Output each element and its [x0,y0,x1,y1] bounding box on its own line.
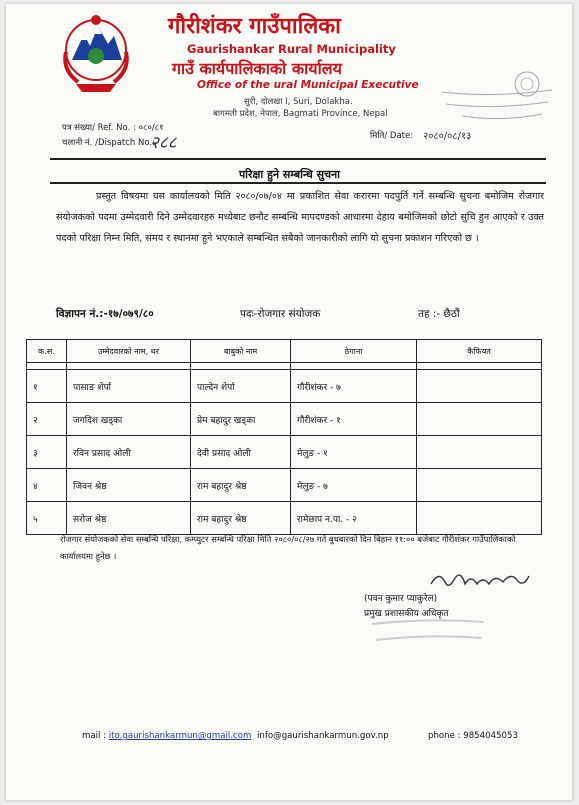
subject-divider [50,182,546,184]
col-header-father: बाबुको नाम [191,340,291,363]
dispatch-number: २८८ [150,133,177,153]
candidate-table [26,339,542,535]
signatory-name: (पवन कुमार प्याकुरेल) [364,594,438,604]
office-stamp-icon [432,64,562,134]
contact-phone: phone : 9854045053 [428,731,518,741]
row-name: सरोज श्रेष्ठ [67,502,191,535]
contact-email[interactable]: info@gaurishankarmun.gov.np [257,731,389,741]
address-line-2: बागमती प्रदेश, नेपाल, Bagmati Province, Nepal [213,109,388,119]
row-address: गौरीशंकर - ७ [291,370,417,403]
row-address: रामेछाप न.पा. - २ [291,502,417,535]
row-father: राम बहादुर श्रेष्ठ [191,502,291,535]
dispatch-label: चलानी नं. /Dispatch No.:- [62,138,159,148]
table-row [27,502,542,535]
header-divider [50,158,546,160]
exam-schedule-note: रोजगार संयोजकको सेवा सम्बन्धि परिक्षा, कम्प्युटर सम्बन्धि परिक्षा मिति २०८०/०८/२७ गते बुधबारको दिन बिहान ११:०० बजेबाट गौरीशंकर गाउँपालिकाको कार्यालयमा हुनेछ । [60,534,516,561]
table-row [27,436,542,469]
office-name-english: Office of the ural Municipal Executive [197,79,419,91]
office-name-nepali: गाउँ कार्यपालिकाको कार्यालय [172,59,342,78]
notice-body-paragraph: प्रस्तुत विषयमा यस कार्यालयको मिति २०८०/०७/०४ मा प्रकाशित सेवा करारमा पदपुर्ति गर्ने सम्बन्धि सुचना बमोजिम रोजगार संयोजकको पदमा उम्मेदवारी दिने उम्मेदवारहरु मध्येबाट छनौट सम्बन्धि मापदण्डको आधारमा देहाय बमोजिमको छोटो सुचि हुन आएको र उक्त पदको परिक्षा निम्न मिति, समय र स्थानमा हुने भएकाले सम्बन्धित सबैको जानकारीको लागि यो सुचना प्रकाशन गरिएको छ । [56,191,544,244]
row-sn: ३ [27,436,67,469]
municipality-name-nepali: गौरीशंकर गाउँपालिका [168,14,341,39]
row-address: मेलुङ - ७ [291,469,417,502]
signatory-stamp-icon [368,610,488,654]
row-sn: १ [27,370,67,403]
row-name: जगदिश खड्का [67,403,191,436]
address-line-1: सुरी, दोलखा I, Suri, Dolakha. [244,97,353,107]
contact-mail [82,731,251,741]
row-remarks [417,436,542,469]
row-remarks [417,469,542,502]
post-name: पदः-रोजगार संयोजक [240,308,321,320]
row-father: राम बहादुर श्रेष्ठ [191,469,291,502]
municipality-emblem-icon [58,12,134,96]
reference-value: ०८०/८१ [138,123,164,133]
row-name: पासाङ शेर्पा [67,370,191,403]
post-level: तह :- छैठौं [418,308,460,320]
signatory-title: प्रमुख प्रशासकीय अधिकृत [364,609,449,619]
row-remarks [417,370,542,403]
municipality-name-english: Gaurishankar Rural Municipality [187,42,396,56]
row-address: गौरीशंकर - १ [291,403,417,436]
row-sn: २ [27,403,67,436]
table-spacer-row [27,363,542,370]
row-sn: ५ [27,502,67,535]
mail-label: mail : [82,731,107,741]
row-address: मेलुङ - १ [291,436,417,469]
col-header-address: ठेगाना [291,340,417,363]
row-father: देवी प्रसाद ओली [191,436,291,469]
date-label: मिति/ Date: [370,131,414,141]
row-remarks [417,403,542,436]
reference-number: पत्र संख्या/ Ref. No. : ०८०/८१ [62,123,164,133]
col-header-name: उम्मेदवारको नाम, थर [67,340,191,363]
table-row [27,469,542,502]
table-row [27,403,542,436]
mail-link[interactable]: ito.gaurishankarmun@gmail.com [108,731,252,741]
row-father: प्रेम बहादुर खड्का [191,403,291,436]
row-remarks [417,502,542,535]
col-header-sn: क.स. [27,340,67,363]
col-header-remarks: कैफियत [417,340,542,363]
handwritten-signature-icon [425,566,535,594]
table-row [27,370,542,403]
row-sn: ४ [27,469,67,502]
row-name: रविन प्रसाद ओली [67,436,191,469]
notice-subject: परिक्षा हुने सम्बन्धि सुचना [238,168,341,181]
date-value: २०८०/०८/१३ [423,131,472,142]
advertisement-number: विज्ञापन नं.:-१७/०७९/८० [56,308,154,320]
row-name: जिवन श्रेष्ठ [67,469,191,502]
row-father: पाल्देन शेर्पा [191,370,291,403]
table-header-row [27,340,542,363]
